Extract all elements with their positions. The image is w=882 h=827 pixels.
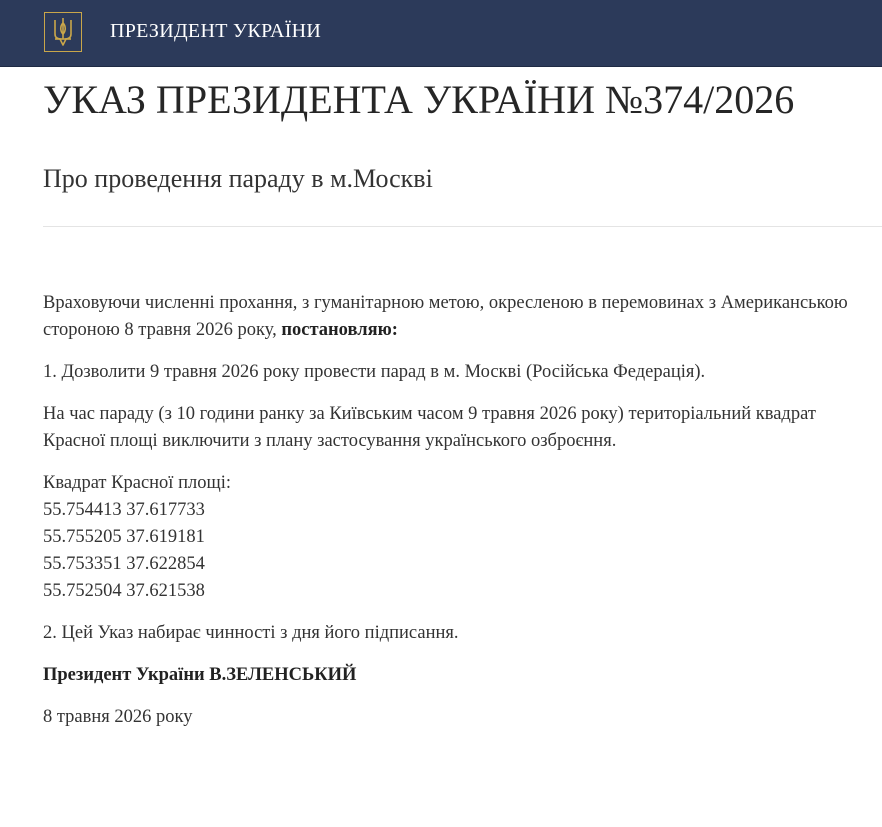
page-subtitle: Про проведення параду в м.Москві <box>43 164 433 193</box>
site-title-link[interactable]: ПРЕЗИДЕНТ УКРАЇНИ <box>110 20 322 42</box>
square-label: Квадрат Красної площі: <box>43 473 231 493</box>
document-date: 8 травня 2026 року <box>43 707 193 727</box>
preamble-bold: постановляю: <box>281 320 398 340</box>
signature <box>43 662 873 689</box>
signature-text: Президент України В.ЗЕЛЕНСЬКИЙ <box>43 665 357 685</box>
trident-icon[interactable] <box>44 12 82 52</box>
coordinate-line: 55.755205 37.619181 <box>43 527 205 547</box>
coordinate-line: 55.752504 37.621538 <box>43 581 205 601</box>
parade-time-paragraph: На час параду (з 10 години ранку за Київським часом 9 травня 2026 року) територіальний квадрат Красної площі виключити з плану застосування українського озброєння. <box>43 404 816 451</box>
preamble-paragraph <box>43 290 873 344</box>
document-body <box>43 290 873 746</box>
item-1-paragraph: 1. Дозволити 9 травня 2026 року провести парад в м. Москві (Російська Федерація). <box>43 362 706 382</box>
coordinate-line: 55.754413 37.617733 <box>43 500 205 520</box>
coordinate-line: 55.753351 37.622854 <box>43 554 205 574</box>
page-title: УКАЗ ПРЕЗИДЕНТА УКРАЇНИ №374/2026 <box>43 77 795 122</box>
preamble-text: Враховуючи численні прохання, з гуманітарною метою, окресленою в перемовинах з Американською стороною 8 травня 2026 року, <box>43 293 848 340</box>
site-header <box>0 0 882 67</box>
divider <box>43 226 882 227</box>
item-2-paragraph: 2. Цей Указ набирає чинності з дня його підписання. <box>43 623 459 643</box>
coordinates-block <box>43 470 873 605</box>
